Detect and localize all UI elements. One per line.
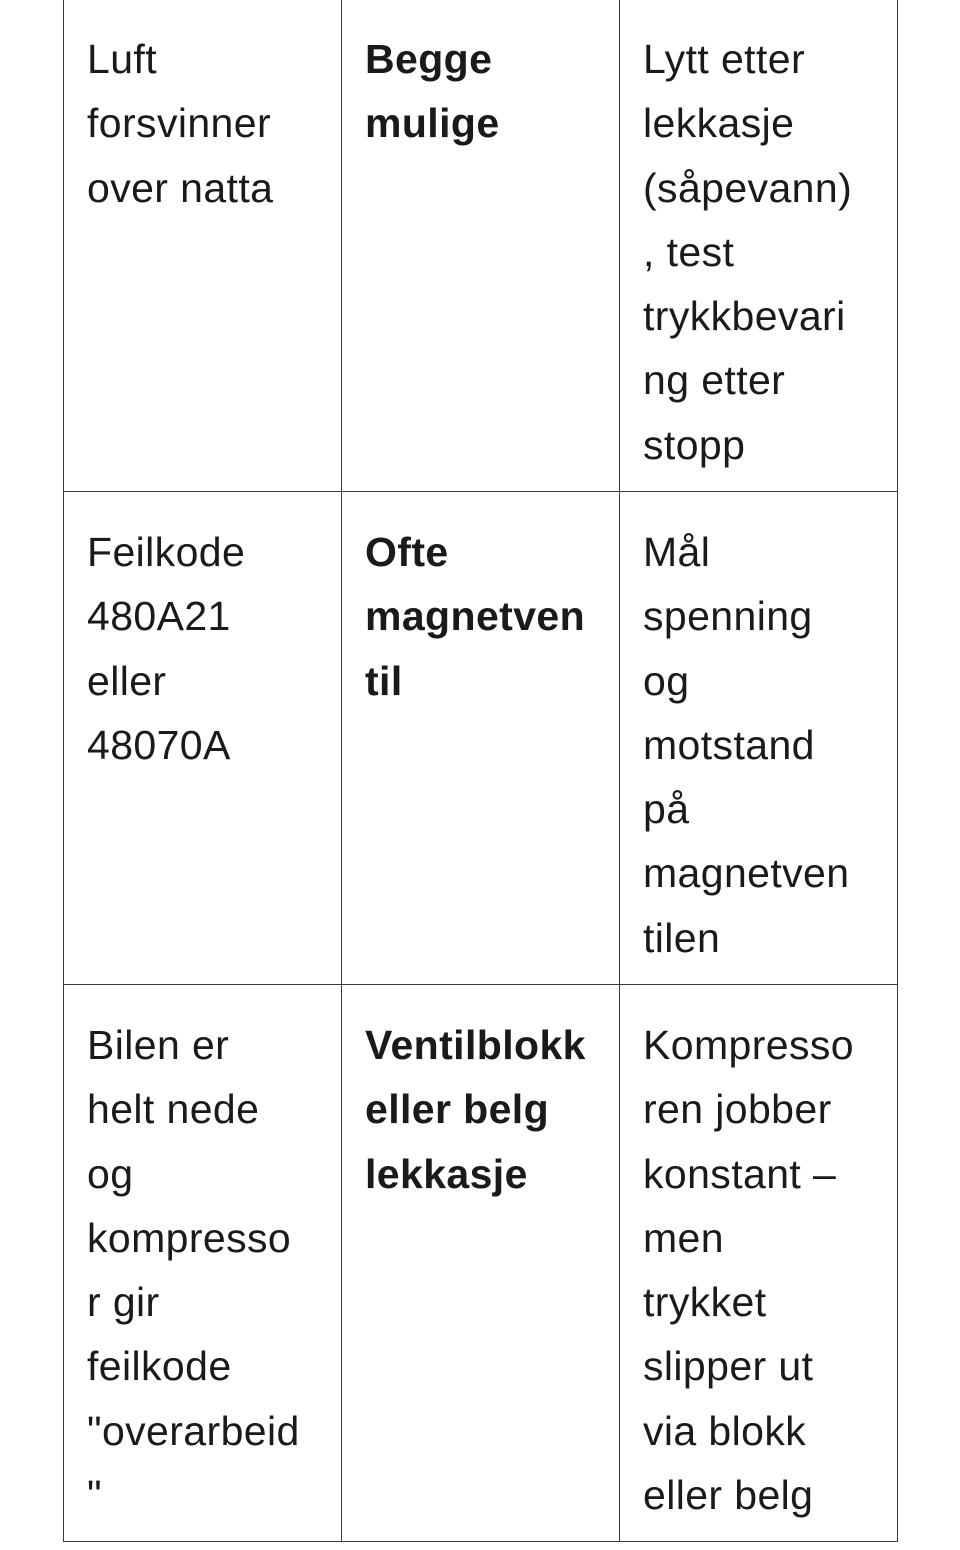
action-text: Mål spenning og motstand på magnetven tilen [643,529,850,961]
table-row [64,985,898,1542]
action-text: Lytt etter lekkasje (såpevann) , test trykkbevari ng etter stopp [643,36,853,468]
cause-cell [342,985,620,1542]
action-cell [620,985,898,1542]
symptom-cell [64,0,342,492]
diagnosis-table [63,0,898,1542]
cause-text: Begge mulige [365,36,500,147]
action-cell [620,0,898,492]
symptom-text: Bilen er helt nede og kompresso r gir feilkode "overarbeid " [87,1022,300,1519]
cause-cell [342,492,620,985]
symptom-cell [64,492,342,985]
action-text: Kompresso ren jobber konstant – men trykket slipper ut via blokk eller belg [643,1022,854,1519]
symptom-text: Luft forsvinner over natta [87,36,274,211]
cause-text: Ofte magnetven til [365,529,586,704]
symptom-text: Feilkode 480A21 eller 48070A [87,529,246,768]
cause-text: Ventilblokk eller belg lekkasje [365,1022,586,1197]
table-row [64,492,898,985]
diagnosis-table-container [63,0,897,1542]
symptom-cell [64,985,342,1542]
action-cell [620,492,898,985]
cause-cell [342,0,620,492]
table-row [64,0,898,492]
